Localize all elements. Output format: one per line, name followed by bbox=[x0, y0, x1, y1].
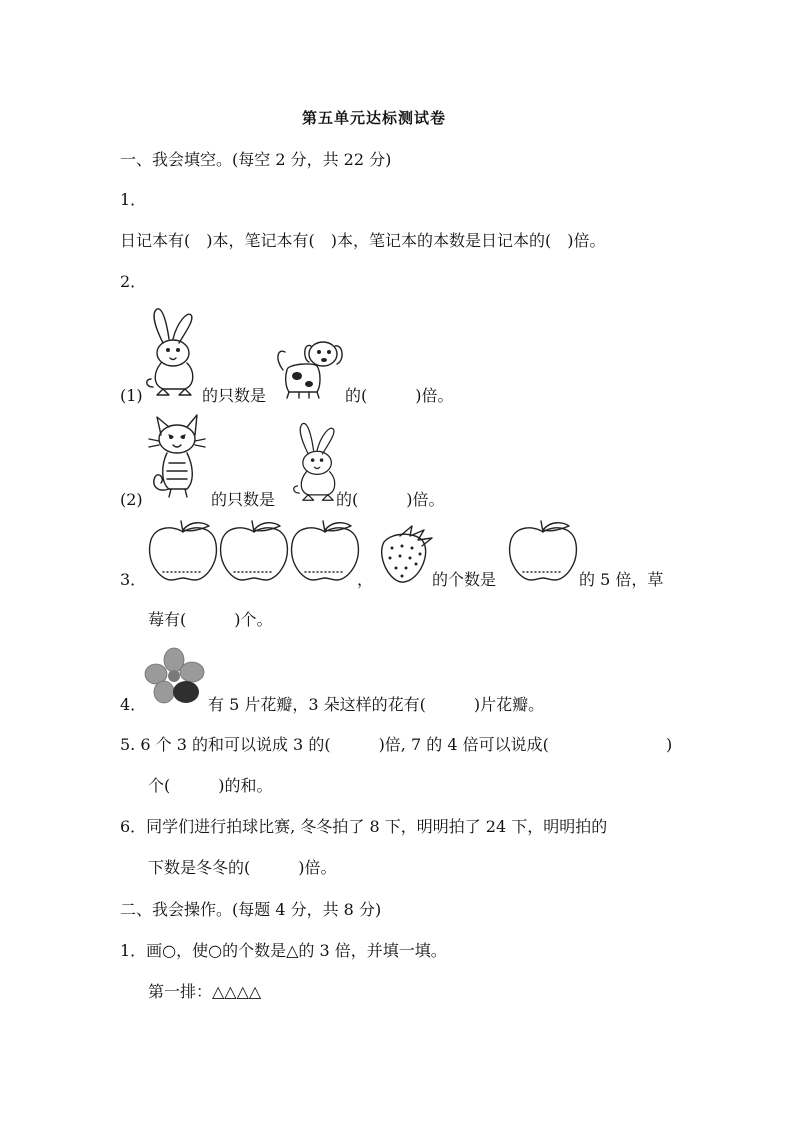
q2-p2-mid: 的只数是 bbox=[211, 490, 276, 509]
q2-p1-end: 的( )倍。 bbox=[345, 386, 454, 405]
q3-end: 的 5 倍，草 bbox=[579, 570, 664, 589]
q2-p2-label: (2) bbox=[120, 490, 143, 509]
flower-icon bbox=[144, 646, 206, 708]
apple-icon bbox=[289, 518, 361, 584]
section1-heading: 一、我会填空。(每空 2 分，共 22 分) bbox=[120, 150, 392, 169]
rabbit-icon bbox=[143, 305, 205, 397]
apple-icon bbox=[147, 518, 219, 584]
q4-text: 有 5 片花瓣，3 朵这样的花有( )片花瓣。 bbox=[208, 695, 545, 714]
q1-number: 1． bbox=[120, 190, 147, 209]
q6-line2: 下数是冬冬的( )倍。 bbox=[148, 858, 337, 877]
apple-icon bbox=[507, 518, 579, 584]
q6-line1: 6．同学们进行拍球比赛, 冬冬拍了 8 下，明明拍了 24 下，明明拍的 bbox=[120, 817, 608, 836]
q3-number: 3． bbox=[120, 570, 147, 589]
q3-line2: 莓有( )个。 bbox=[148, 610, 273, 629]
q2-number: 2． bbox=[120, 272, 147, 291]
cat-icon bbox=[147, 413, 209, 499]
s2-q1-row1: 第一排：△△△△ bbox=[148, 982, 262, 1001]
page-title: 第五单元达标测试卷 bbox=[302, 109, 447, 127]
q1-text: 日记本有( )本，笔记本有( )本，笔记本的本数是日记本的( )倍。 bbox=[120, 231, 606, 250]
s2-q1-text: 1．画○，使○的个数是△的 3 倍，并填一填。 bbox=[120, 941, 447, 960]
q4-number: 4． bbox=[120, 695, 147, 714]
q2-p1-mid: 的只数是 bbox=[202, 386, 267, 405]
dog-icon bbox=[273, 336, 345, 400]
q2-p1-label: (1) bbox=[120, 386, 143, 405]
q3-mid: 的个数是 bbox=[432, 570, 497, 589]
section2-heading: 二、我会操作。(每题 4 分，共 8 分) bbox=[120, 900, 382, 919]
q5-close-paren: ) bbox=[666, 735, 673, 754]
q2-p2-end: 的( )倍。 bbox=[336, 490, 445, 509]
q5-line2: 个( )的和。 bbox=[148, 776, 273, 795]
strawberry-icon bbox=[376, 522, 434, 586]
apple-icon bbox=[218, 518, 290, 584]
q3-comma: ， bbox=[357, 570, 374, 589]
q5-line1: 5. 6 个 3 的和可以说成 3 的( )倍, 7 的 4 倍可以说成( bbox=[120, 735, 549, 754]
